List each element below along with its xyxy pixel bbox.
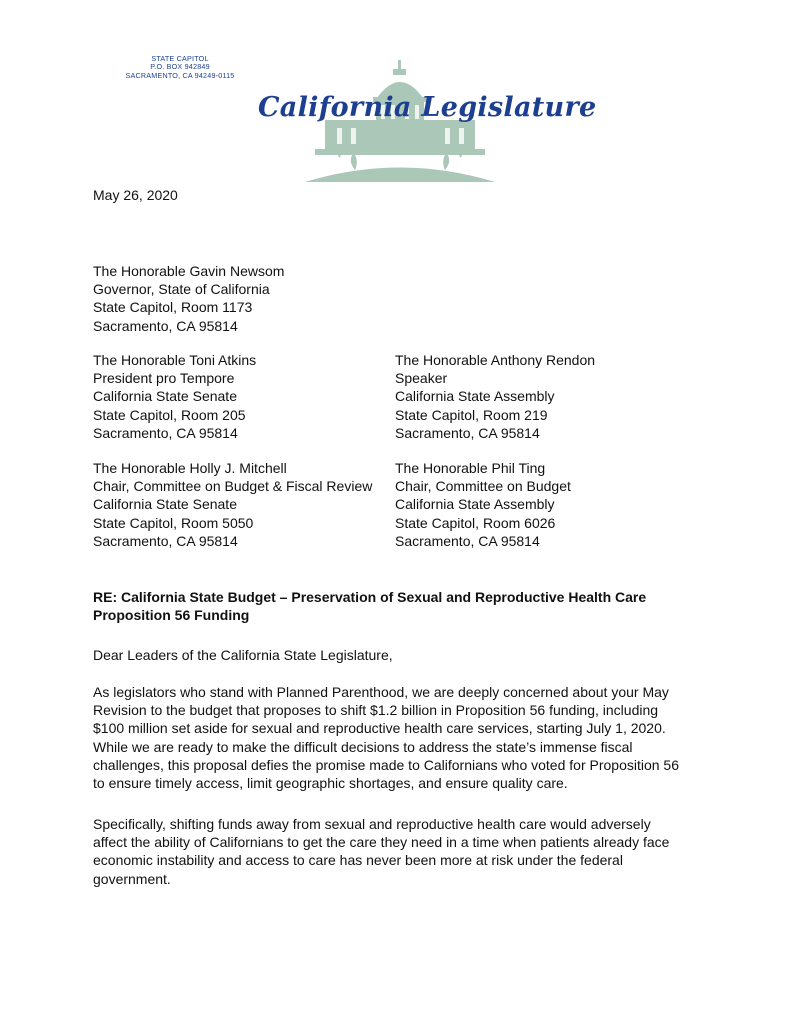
recipient-line: Sacramento, CA 95814	[395, 532, 540, 549]
recipient-line: Governor, State of California	[93, 281, 270, 298]
recipient-line: Sacramento, CA 95814	[395, 424, 540, 441]
recipient-line: State Capitol, Room 219	[395, 406, 548, 423]
recipient-line: President pro Tempore	[93, 370, 235, 387]
recipient-senate-budget	[93, 459, 372, 550]
paragraph-line: $100 million set aside for sexual and reproductive health care services, starting July 1, 2020.	[93, 720, 666, 737]
paragraph-line: to ensure timely access, limit geographic shortages, and ensure quality care.	[93, 775, 568, 792]
letterhead-address-line: STATE CAPITOL	[151, 54, 209, 63]
paragraph-line: Revision to the budget that proposes to shift $1.2 billion in Proposition 56 funding, including	[93, 702, 659, 719]
recipient-line: State Capitol, Room 5050	[93, 514, 254, 531]
recipient-assembly-leader	[395, 351, 595, 442]
recipient-line: The Honorable Holly J. Mitchell	[93, 460, 287, 476]
letterhead-title: California Legislature	[258, 92, 597, 123]
paragraph-line: government.	[93, 870, 171, 887]
body-paragraph	[93, 683, 713, 792]
recipient-line: Chair, Committee on Budget	[395, 478, 571, 495]
letterhead-address	[120, 55, 240, 80]
recipient-line: Sacramento, CA 95814	[93, 317, 238, 334]
recipient-line: The Honorable Anthony Rendon	[395, 352, 596, 368]
recipient-line: California State Assembly	[395, 388, 555, 405]
paragraph-line: As legislators who stand with Planned Parenthood, we are deeply concerned about your May	[93, 684, 669, 700]
recipient-senate-leader	[93, 351, 256, 442]
subject-line	[93, 588, 703, 624]
recipient-line: The Honorable Toni Atkins	[93, 352, 257, 368]
recipient-line: California State Assembly	[395, 496, 555, 513]
paragraph-line: While we are ready to make the difficult decisions to address the state’s immense fiscal	[93, 738, 633, 755]
recipient-line: State Capitol, Room 6026	[395, 514, 556, 531]
subject-line-text: RE: California State Budget – Preservation of Sexual and Reproductive Health Care	[93, 589, 647, 605]
recipient-line: The Honorable Phil Ting	[395, 460, 546, 476]
subject-line-text: Proposition 56 Funding	[93, 607, 250, 624]
letterhead-address-line: SACRAMENTO, CA 94249-0115	[125, 70, 235, 80]
paragraph-line: economic instability and access to care has never been more at risk under the federal	[93, 852, 623, 869]
paragraph-line: challenges, this proposal defies the promise made to Californians who voted for Proposition 56	[93, 756, 679, 773]
recipient-line: Sacramento, CA 95814	[93, 424, 238, 441]
paragraph-line: affect the ability of Californians to get the care they need in a time when patients already face	[93, 834, 670, 851]
salutation: Dear Leaders of the California State Legislature,	[93, 647, 393, 663]
recipient-line: Sacramento, CA 95814	[93, 532, 238, 549]
letter-date: May 26, 2020	[93, 187, 178, 203]
recipient-line: Speaker	[395, 370, 448, 387]
recipient-line: State Capitol, Room 205	[93, 406, 246, 423]
recipient-line: Chair, Committee on Budget & Fiscal Review	[93, 478, 373, 495]
letterhead-address-line: P.O. BOX 942849	[150, 62, 210, 72]
recipient-governor	[93, 262, 284, 335]
paragraph-line: Specifically, shifting funds away from sexual and reproductive health care would adversely	[93, 816, 651, 832]
recipient-line: The Honorable Gavin Newsom	[93, 263, 285, 279]
recipient-line: California State Senate	[93, 496, 237, 513]
recipient-line: State Capitol, Room 1173	[93, 299, 253, 316]
recipient-line: California State Senate	[93, 388, 237, 405]
body-paragraph	[93, 815, 713, 888]
recipient-assembly-budget	[395, 459, 571, 550]
